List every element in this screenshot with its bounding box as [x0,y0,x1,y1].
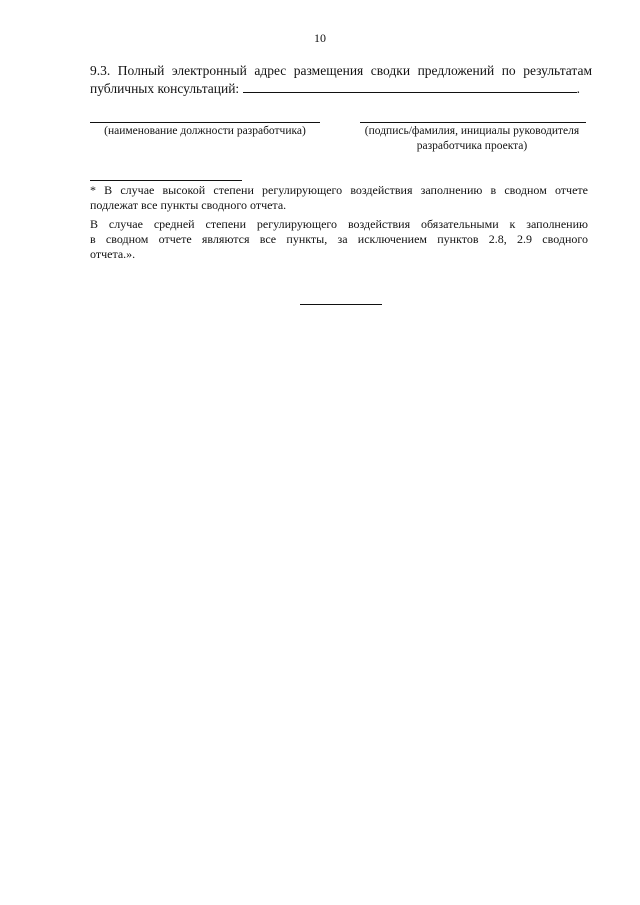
address-blank-field [243,80,577,93]
page-number: 10 [314,31,326,45]
section-9-3-line1: 9.3. Полный электронный адрес размещения сводки предложений по результатам [90,63,592,78]
section-9-3-label: публичных консультаций: [90,81,240,96]
footnote-p1-line1: * В случае высокой степени регулирующего воздействия заполнению в сводном отчете [90,183,588,197]
footnote-p1-line2: подлежат все пункты сводного отчета. [90,198,287,212]
head-signature-caption-line1: (подпись/фамилия, инициалы руководителя [364,125,580,137]
footnote-p2-line3: отчета.». [90,247,136,261]
section-9-3-period: . [576,81,580,96]
document-end-rule [300,304,382,305]
footnote-separator [90,180,242,181]
footnote [90,183,588,262]
head-signature-caption-line2: разработчика проекта) [416,140,528,152]
section-9-3-line2 [90,80,592,98]
section-9-3 [90,62,592,98]
position-signature-line [90,122,320,123]
head-signature-line [360,122,586,123]
head-signature-caption [352,124,592,154]
footnote-p2-line1: В случае средней степени регулирующего воздействия обязательными к заполнению [90,217,588,231]
footnote-p2-line2: в сводном отчете являются все пункты, за исключением пунктов 2.8, 2.9 сводного [90,232,588,246]
position-caption: (наименование должности разработчика) [104,125,306,137]
